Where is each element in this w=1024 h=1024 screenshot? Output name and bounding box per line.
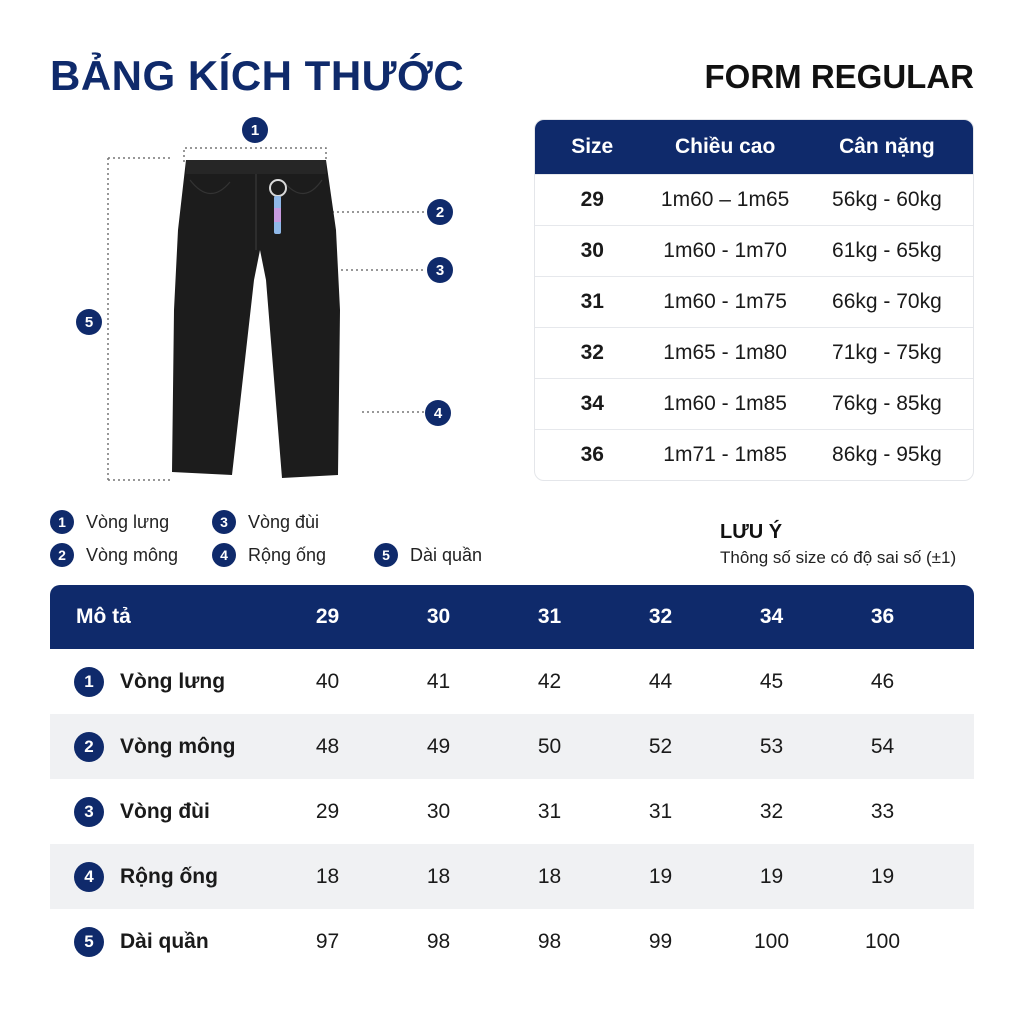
value-cell: 18 [537,864,562,888]
value-cell: 100 [753,929,790,953]
row-description [50,862,272,892]
height-cell: 1m71 - 1m85 [663,443,787,466]
legend-badge: 1 [50,510,74,534]
table-row [50,779,974,844]
weight-cell: 71kg - 75kg [832,341,942,364]
table-row [535,225,973,276]
table-row [50,649,974,714]
legend-item-hip [50,543,178,567]
note-title: LƯU Ý [720,521,783,543]
value-cell: 30 [426,799,451,823]
value-cell: 42 [537,669,562,693]
value-cell: 53 [759,734,784,758]
legend-item-leg-opening [212,543,326,567]
value-cell: 44 [648,669,673,693]
table-row [535,174,973,225]
row-label: Vòng đùi [120,799,210,823]
jeans-illustration [60,110,480,490]
marker-1-badge: 1 [242,117,268,143]
table-row [50,714,974,779]
row-badge: 5 [74,927,104,957]
value-cell: 18 [315,864,340,888]
value-cell: 97 [315,929,340,953]
value-cell: 32 [759,799,784,823]
value-cell: 19 [759,864,784,888]
height-cell: 1m65 - 1m80 [663,341,787,364]
table-row [535,429,973,480]
value-cell: 29 [315,799,340,823]
legend-item-thigh [212,510,319,534]
legend-badge: 2 [50,543,74,567]
height-cell: 1m60 - 1m70 [663,239,787,262]
legend-badge: 4 [212,543,236,567]
weight-cell: 86kg - 95kg [832,443,942,466]
row-description [50,797,272,827]
size-chart-header [535,120,973,174]
value-cell: 98 [426,929,451,953]
legend-item-length [374,543,482,567]
table-row [535,276,973,327]
legend-label: Vòng mông [86,544,179,565]
value-cell: 40 [315,669,340,693]
value-cell: 46 [870,669,895,693]
header-weight: Cân nặng [839,135,935,158]
weight-cell: 61kg - 65kg [832,239,942,262]
size-chart-table [534,119,974,481]
row-badge: 1 [74,667,104,697]
value-cell: 45 [759,669,784,693]
row-badge: 3 [74,797,104,827]
header-size-36: 36 [870,605,895,628]
value-cell: 99 [648,929,673,953]
value-cell: 33 [870,799,895,823]
value-cell: 41 [426,669,451,693]
header-size-29: 29 [315,605,340,628]
legend-label: Dài quần [410,544,483,565]
header-size-32: 32 [648,605,673,628]
waistband [186,160,326,174]
marker-2-badge: 2 [427,199,453,225]
row-label: Vòng mông [120,734,236,758]
header-size-30: 30 [426,605,451,628]
value-cell: 50 [537,734,562,758]
value-cell: 52 [648,734,673,758]
size-cell: 34 [580,392,604,415]
note-text: Thông số size có độ sai số (±1) [720,548,957,567]
marker-4-badge: 4 [425,400,451,426]
value-cell: 98 [537,929,562,953]
value-cell: 31 [537,799,562,823]
row-description [50,732,272,762]
table-row [50,844,974,909]
height-cell: 1m60 – 1m65 [660,188,790,211]
header-size: Size [571,135,614,158]
weight-cell: 66kg - 70kg [832,290,942,313]
size-cell: 36 [580,443,604,466]
size-cell: 30 [580,239,604,262]
table-row [50,909,974,974]
weight-cell: 76kg - 85kg [832,392,942,415]
header-size-34: 34 [759,605,784,628]
row-label: Rộng ống [120,864,218,888]
form-label: FORM REGULAR [704,58,974,95]
row-label: Vòng lưng [120,669,226,693]
value-cell: 100 [864,929,901,953]
row-badge: 4 [74,862,104,892]
weight-cell: 56kg - 60kg [832,188,942,211]
value-cell: 19 [870,864,895,888]
row-label: Dài quần [120,929,209,953]
header-height: Chiều cao [674,135,776,158]
legend-label: Vòng đùi [248,511,320,532]
waist-guide-line [184,148,326,162]
row-description [50,667,272,697]
page-title: BẢNG KÍCH THƯỚC [50,52,465,99]
size-cell: 31 [580,290,604,313]
value-cell: 54 [870,734,895,758]
legend-label: Vòng lưng [86,511,170,532]
legend-label: Rộng ống [248,544,327,565]
row-description [50,927,272,957]
value-cell: 31 [648,799,673,823]
value-cell: 18 [426,864,451,888]
size-cell: 29 [580,188,604,211]
marker-3-badge: 3 [427,257,453,283]
header-size-31: 31 [537,605,562,628]
measurement-header [50,585,974,649]
height-cell: 1m60 - 1m75 [663,290,787,313]
height-cell: 1m60 - 1m85 [663,392,787,415]
value-cell: 19 [648,864,673,888]
value-cell: 49 [426,734,451,758]
size-cell: 32 [580,341,604,364]
measurement-table [50,585,974,974]
header-description: Mô tả [76,605,131,628]
legend-item-waist [50,510,169,534]
row-badge: 2 [74,732,104,762]
pants-figure [60,110,480,490]
value-cell: 48 [315,734,340,758]
legend-badge: 3 [212,510,236,534]
legend-badge: 5 [374,543,398,567]
table-row [535,378,973,429]
marker-5-badge: 5 [76,309,102,335]
table-row [535,327,973,378]
